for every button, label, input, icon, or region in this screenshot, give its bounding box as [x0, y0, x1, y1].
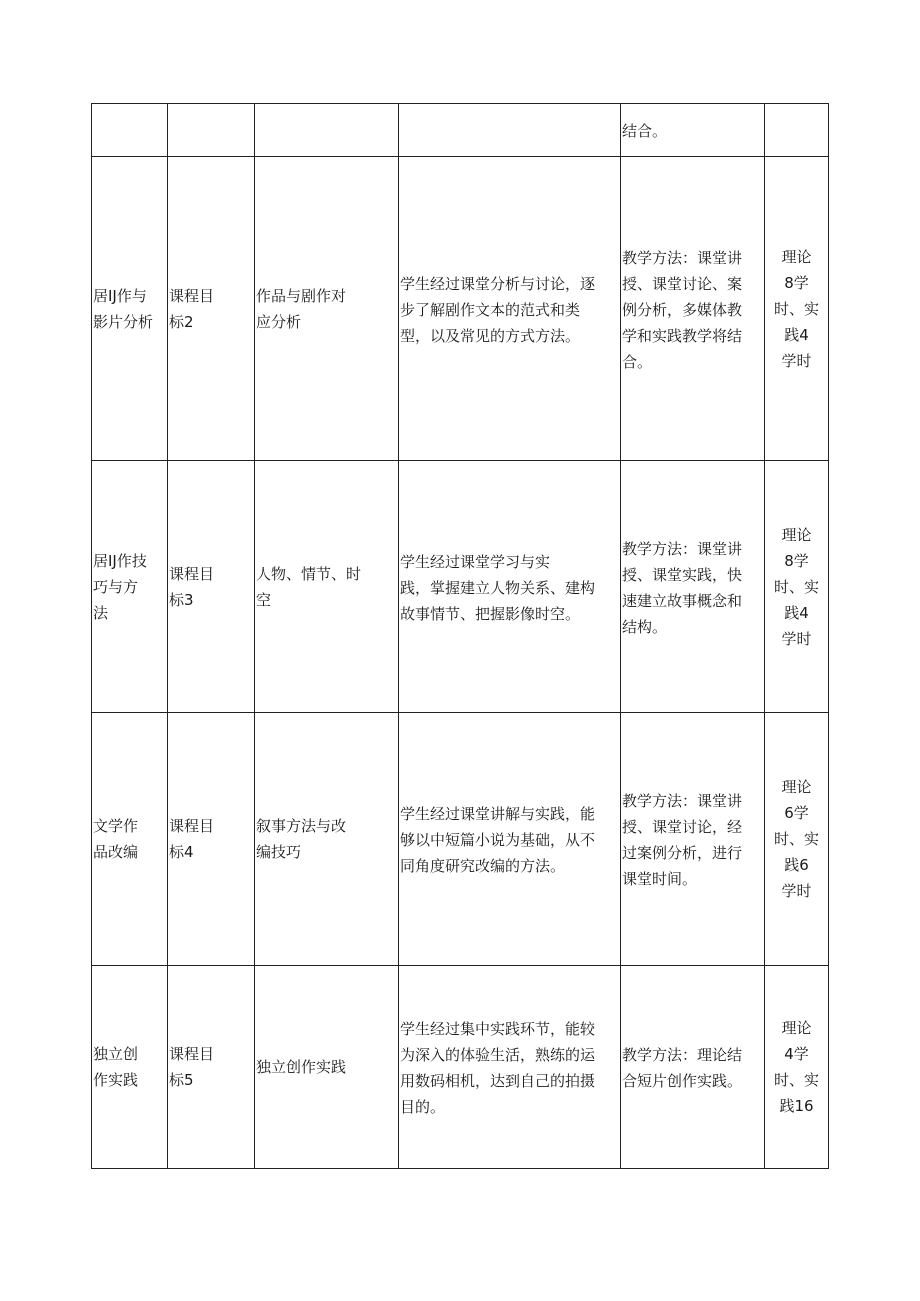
content-cell: 叙事方法与改 编技巧 — [255, 713, 399, 966]
table-row — [92, 461, 829, 713]
table-row — [92, 713, 829, 966]
requirement-cell — [399, 104, 621, 157]
method-cell: 结合。 — [621, 104, 765, 157]
module-cell: 居IJ作技 巧与方 法 — [92, 461, 168, 713]
requirement-cell: 学生经过课堂学习与实 践，掌握建立人物关系、建构 故事情节、把握影像时空。 — [399, 461, 621, 713]
requirement-cell: 学生经过课堂讲解与实践，能 够以中短篇小说为基础，从不 同角度研究改编的方法。 — [399, 713, 621, 966]
goal-cell: 课程目 标4 — [168, 713, 255, 966]
content-cell: 独立创作实践 — [255, 966, 399, 1169]
content-cell: 人物、情节、时 空 — [255, 461, 399, 713]
method-cell: 教学方法：理论结 合短片创作实践。 — [621, 966, 765, 1169]
goal-cell: 课程目 标5 — [168, 966, 255, 1169]
goal-cell: 课程目 标2 — [168, 157, 255, 461]
content-cell — [255, 104, 399, 157]
module-cell: 居IJ作与 影片分析 — [92, 157, 168, 461]
table-row — [92, 104, 829, 157]
module-cell — [92, 104, 168, 157]
method-cell: 教学方法：课堂讲 授、课堂讨论、案 例分析，多媒体教 学和实践教学将结 合。 — [621, 157, 765, 461]
goal-cell: 课程目 标3 — [168, 461, 255, 713]
hours-cell: 理论 8学 时、实 践4 学时 — [765, 157, 829, 461]
method-cell: 教学方法：课堂讲 授、课堂讨论，经 过案例分析，进行 课堂时间。 — [621, 713, 765, 966]
course-schedule-table — [91, 103, 829, 1169]
method-cell: 教学方法：课堂讲 授、课堂实践，快 速建立故事概念和 结构。 — [621, 461, 765, 713]
requirement-cell: 学生经过课堂分析与讨论，逐 步了解剧作文本的范式和类 型，以及常见的方式方法。 — [399, 157, 621, 461]
module-cell: 独立创 作实践 — [92, 966, 168, 1169]
hours-cell: 理论 8学 时、实 践4 学时 — [765, 461, 829, 713]
table-row — [92, 157, 829, 461]
module-cell: 文学作 品改编 — [92, 713, 168, 966]
hours-cell — [765, 104, 829, 157]
content-cell: 作品与剧作对 应分析 — [255, 157, 399, 461]
hours-cell: 理论 4学 时、实 践16 — [765, 966, 829, 1169]
goal-cell — [168, 104, 255, 157]
hours-cell: 理论 6学 时、实 践6 学时 — [765, 713, 829, 966]
table-row — [92, 966, 829, 1169]
requirement-cell: 学生经过集中实践环节，能较 为深入的体验生活，熟练的运 用数码相机，达到自己的拍摄 目的。 — [399, 966, 621, 1169]
